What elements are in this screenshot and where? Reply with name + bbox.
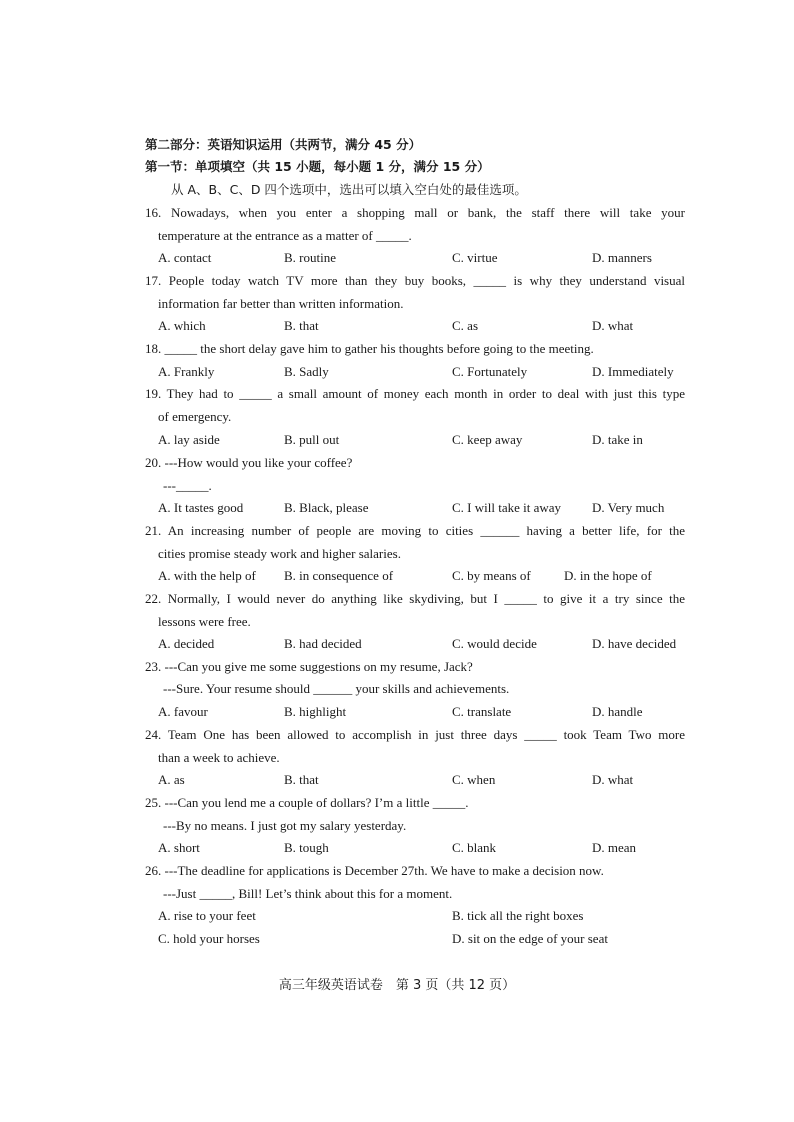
subsection-title: 第一节：单项填空（共 15 小题，每小题 1 分，满分 15 分） bbox=[145, 159, 490, 174]
question-22-option-b[interactable]: B. had decided bbox=[284, 636, 362, 651]
question-20-stem-line-1: 20. ---How would you like your coffee? bbox=[145, 455, 353, 470]
question-22-stem-line-1: 22. Normally, I would never do anything like skydiving, but I _____ to give it a try since the bbox=[145, 591, 685, 606]
question-23-stem-line-1: 23. ---Can you give me some suggestions on my resume, Jack? bbox=[145, 659, 473, 674]
question-17-option-a[interactable]: A. which bbox=[158, 318, 206, 333]
question-26-stem-line-1: 26. ---The deadline for applications is December 27th. We have to make a decision now. bbox=[145, 863, 604, 878]
question-25-option-d[interactable]: D. mean bbox=[592, 840, 637, 855]
question-21-option-c[interactable]: C. by means of bbox=[452, 568, 531, 583]
question-21-option-a[interactable]: A. with the help of bbox=[158, 568, 256, 583]
question-19-option-a[interactable]: A. lay aside bbox=[158, 432, 220, 447]
question-16-option-d[interactable]: D. manners bbox=[592, 250, 652, 265]
question-19-stem-line-1: 19. They had to _____ a small amount of money each month in order to deal with just this type bbox=[145, 386, 685, 401]
question-20-option-d[interactable]: D. Very much bbox=[592, 500, 665, 515]
question-18-option-c[interactable]: C. Fortunately bbox=[452, 364, 528, 379]
page-footer: 高三年级英语试卷 第 3 页（共 12 页） bbox=[278, 978, 516, 993]
question-20-option-c[interactable]: C. I will take it away bbox=[452, 500, 562, 515]
question-24-option-d[interactable]: D. what bbox=[592, 772, 634, 787]
question-16-option-b[interactable]: B. routine bbox=[284, 250, 336, 265]
question-18-option-d[interactable]: D. Immediately bbox=[592, 364, 674, 379]
question-19-option-c[interactable]: C. keep away bbox=[452, 432, 523, 447]
part-title: 第二部分：英语知识运用（共两节，满分 45 分） bbox=[145, 137, 422, 152]
question-24-option-c[interactable]: C. when bbox=[452, 772, 496, 787]
question-23-option-b[interactable]: B. highlight bbox=[284, 704, 347, 719]
question-26-option-d[interactable]: D. sit on the edge of your seat bbox=[452, 931, 608, 946]
question-22-stem-line-2: lessons were free. bbox=[158, 614, 251, 629]
question-20-option-a[interactable]: A. It tastes good bbox=[158, 500, 244, 515]
question-25-stem-line-2: ---By no means. I just got my salary yesterday. bbox=[163, 818, 407, 833]
question-17-option-d[interactable]: D. what bbox=[592, 318, 634, 333]
question-16-option-a[interactable]: A. contact bbox=[158, 250, 212, 265]
question-21-stem-line-1: 21. An increasing number of people are moving to cities ______ having a better life, for the bbox=[145, 523, 685, 538]
question-26-option-a[interactable]: A. rise to your feet bbox=[158, 908, 256, 923]
question-18-stem-line-1: 18. _____ the short delay gave him to gather his thoughts before going to the meeting. bbox=[145, 341, 594, 356]
question-20-stem-line-2: ---_____. bbox=[163, 478, 212, 493]
question-19-option-d[interactable]: D. take in bbox=[592, 432, 643, 447]
question-25-stem-line-1: 25. ---Can you lend me a couple of dollars? I’m a little _____. bbox=[145, 795, 469, 810]
question-17-stem-line-2: information far better than written information. bbox=[158, 296, 404, 311]
question-24-stem-line-1: 24. Team One has been allowed to accomplish in just three days _____ took Team Two more bbox=[145, 727, 685, 742]
question-25-option-c[interactable]: C. blank bbox=[452, 840, 497, 855]
question-18-option-a[interactable]: A. Frankly bbox=[158, 364, 215, 379]
question-22-option-a[interactable]: A. decided bbox=[158, 636, 215, 651]
question-24-option-b[interactable]: B. that bbox=[284, 772, 319, 787]
question-24-option-a[interactable]: A. as bbox=[158, 772, 185, 787]
question-25-option-b[interactable]: B. tough bbox=[284, 840, 329, 855]
question-16-stem-line-2: temperature at the entrance as a matter of _____. bbox=[158, 228, 412, 243]
question-17-option-c[interactable]: C. as bbox=[452, 318, 478, 333]
question-17-option-b[interactable]: B. that bbox=[284, 318, 319, 333]
instruction: 从 A、B、C、D 四个选项中，选出可以填入空白处的最佳选项。 bbox=[171, 182, 527, 197]
question-22-option-d[interactable]: D. have decided bbox=[592, 636, 677, 651]
question-21-option-d[interactable]: D. in the hope of bbox=[564, 568, 652, 583]
question-21-stem-line-2: cities promise steady work and higher salaries. bbox=[158, 546, 401, 561]
question-21-option-b[interactable]: B. in consequence of bbox=[284, 568, 394, 583]
question-23-option-d[interactable]: D. handle bbox=[592, 704, 643, 719]
question-20-option-b[interactable]: B. Black, please bbox=[284, 500, 369, 515]
question-26-option-c[interactable]: C. hold your horses bbox=[158, 931, 260, 946]
question-26-stem-line-2: ---Just _____, Bill! Let’s think about this for a moment. bbox=[163, 886, 453, 901]
question-22-option-c[interactable]: C. would decide bbox=[452, 636, 537, 651]
question-18-option-b[interactable]: B. Sadly bbox=[284, 364, 329, 379]
question-16-stem-line-1: 16. Nowadays, when you enter a shopping mall or bank, the staff there will take your bbox=[145, 205, 685, 220]
question-17-stem-line-1: 17. People today watch TV more than they buy books, _____ is why they understand visual bbox=[145, 273, 685, 288]
question-24-stem-line-2: than a week to achieve. bbox=[158, 750, 280, 765]
question-23-option-c[interactable]: C. translate bbox=[452, 704, 512, 719]
question-26-option-b[interactable]: B. tick all the right boxes bbox=[452, 908, 584, 923]
question-19-option-b[interactable]: B. pull out bbox=[284, 432, 340, 447]
question-16-option-c[interactable]: C. virtue bbox=[452, 250, 498, 265]
question-23-stem-line-2: ---Sure. Your resume should ______ your skills and achievements. bbox=[163, 681, 510, 696]
question-23-option-a[interactable]: A. favour bbox=[158, 704, 208, 719]
question-19-stem-line-2: of emergency. bbox=[158, 409, 232, 424]
question-25-option-a[interactable]: A. short bbox=[158, 840, 200, 855]
